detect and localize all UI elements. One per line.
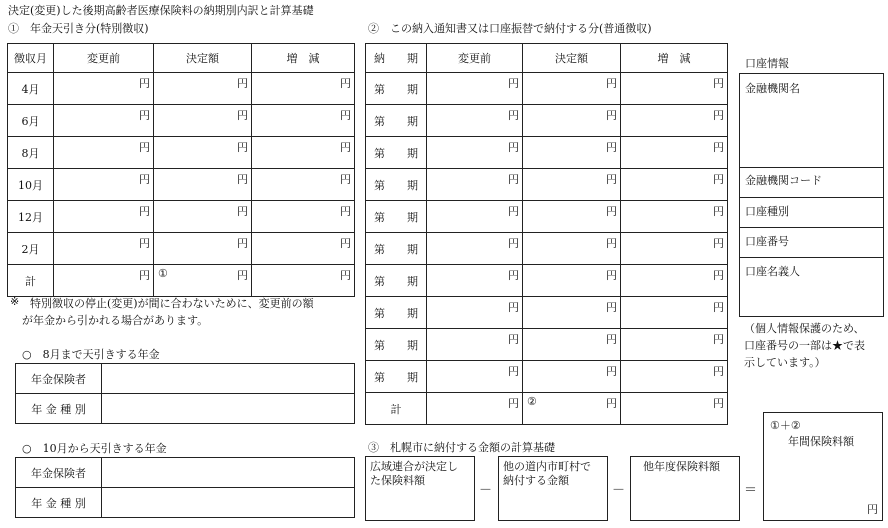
table-row — [366, 329, 728, 361]
circle-one-marker: ① — [158, 267, 168, 280]
divider — [740, 257, 883, 258]
yen-cell: 円 — [427, 361, 523, 393]
divider — [740, 197, 883, 198]
yen-cell: 円 — [154, 105, 252, 137]
yen-cell: 円 — [427, 233, 523, 265]
pension-insurer-label: 年金保険者 — [16, 364, 102, 394]
bank-code-label: 金融機関コード — [745, 174, 822, 187]
calc-text-line: 広域連合が決定し — [370, 460, 458, 473]
yen-cell: 円 — [621, 105, 728, 137]
yen-cell: 円 — [621, 393, 728, 425]
yen-cell: 円 — [252, 233, 355, 265]
month-label: 12月 — [8, 201, 54, 233]
calc-box-other-year — [630, 456, 740, 521]
table-row — [8, 105, 355, 137]
total-row — [8, 265, 355, 297]
account-note-line: （個人情報保護のため、 — [744, 322, 865, 335]
total-decided-cell — [523, 393, 621, 425]
yen-cell: 円 — [154, 73, 252, 105]
yen-cell: 円 — [427, 73, 523, 105]
yen-cell: 円 — [621, 73, 728, 105]
yen-cell: 円 — [523, 233, 621, 265]
bank-name-label: 金融機関名 — [745, 82, 800, 95]
note-line-2: が年金から引かれる場合があります。 — [22, 314, 209, 327]
pension-type-value — [102, 488, 355, 518]
table-row — [366, 201, 728, 233]
yen-cell: 円 — [252, 265, 355, 297]
annual-label: 年間保険料額 — [788, 435, 854, 448]
yen-cell: 円 — [523, 361, 621, 393]
yen-cell: 円 — [54, 201, 154, 233]
left-section-heading: ① 年金天引き分(特別徴収) — [8, 22, 149, 35]
term-label: 第 期 — [366, 201, 427, 233]
yen-cell: 円 — [427, 265, 523, 297]
term-label: 第 期 — [366, 137, 427, 169]
minus-sign: － — [612, 483, 626, 498]
yen-cell: 円 — [427, 297, 523, 329]
calc-text-line: 他の道内市町村で — [503, 460, 591, 473]
account-info-box — [739, 73, 884, 317]
yen-cell: 円 — [154, 233, 252, 265]
col-header-term: 納 期 — [366, 44, 427, 73]
normal-collection-table — [365, 43, 728, 425]
yen-cell: 円 — [252, 73, 355, 105]
pension-type-value — [102, 394, 355, 424]
yen-cell: 円 — [427, 329, 523, 361]
table-row — [8, 73, 355, 105]
term-label: 第 期 — [366, 169, 427, 201]
yen-cell: 円 — [427, 393, 523, 425]
term-label: 第 期 — [366, 73, 427, 105]
yen-cell: 円 — [427, 105, 523, 137]
table-row — [8, 201, 355, 233]
account-note-line: 口座番号の一部は★で表 — [744, 339, 865, 352]
total-row — [366, 393, 728, 425]
table-row — [8, 137, 355, 169]
yen-cell: 円 — [154, 137, 252, 169]
table-row — [8, 233, 355, 265]
middle-section-heading: ② この納入通知書又は口座振替で納付する分(普通徴収) — [368, 22, 652, 35]
month-label: 8月 — [8, 137, 54, 169]
term-label: 第 期 — [366, 329, 427, 361]
pension-aug-heading: ○ 8月まで天引きする年金 — [22, 348, 160, 361]
pension-oct-heading: ○ 10月から天引きする年金 — [22, 442, 167, 455]
yen-cell: 円 — [252, 169, 355, 201]
table-row — [366, 105, 728, 137]
col-header-before: 変更前 — [54, 44, 154, 73]
total-label: 計 — [366, 393, 427, 425]
pension-type-label: 年 金 種 別 — [16, 488, 102, 518]
table-row — [366, 233, 728, 265]
col-header-diff: 増 減 — [252, 44, 355, 73]
col-header-before: 変更前 — [427, 44, 523, 73]
equals-sign: ＝ — [744, 483, 758, 498]
calc-heading: ③ 札幌市に納付する金額の計算基礎 — [368, 441, 555, 454]
total-label: 計 — [8, 265, 54, 297]
yen-cell: 円 — [523, 169, 621, 201]
col-header-decided: 決定額 — [523, 44, 621, 73]
calc-box-decided — [365, 456, 475, 521]
col-header-decided: 決定額 — [154, 44, 252, 73]
minus-sign: － — [479, 483, 493, 498]
pension-insurer-label: 年金保険者 — [16, 458, 102, 488]
col-header-diff: 増 減 — [621, 44, 728, 73]
pension-insurer-value — [102, 458, 355, 488]
calc-text-line: 納付する金額 — [503, 474, 569, 487]
calc-box-annual — [763, 412, 883, 521]
month-label: 2月 — [8, 233, 54, 265]
term-label: 第 期 — [366, 265, 427, 297]
yen-cell: 円 — [54, 169, 154, 201]
yen-cell: 円 — [621, 137, 728, 169]
page-title: 決定(変更)した後期高齢者医療保険料の納期別内訳と計算基礎 — [8, 4, 314, 17]
yen-cell: 円 — [154, 169, 252, 201]
account-heading: 口座情報 — [745, 57, 789, 70]
account-note-line: 示しています。） — [744, 356, 826, 369]
yen-cell: 円 — [54, 233, 154, 265]
pension-type-label: 年 金 種 別 — [16, 394, 102, 424]
annual-formula: ①＋② — [770, 419, 801, 432]
yen-cell: 円 — [427, 169, 523, 201]
yen-cell: 円 — [54, 105, 154, 137]
yen-cell: 円 — [252, 105, 355, 137]
month-label: 10月 — [8, 169, 54, 201]
calc-box-other-year-text: 他年度保険料額 — [643, 460, 720, 473]
yen-cell: 円 — [621, 169, 728, 201]
table-row — [366, 297, 728, 329]
table-row — [366, 265, 728, 297]
yen-cell: 円 — [621, 361, 728, 393]
account-type-label: 口座種別 — [745, 205, 789, 218]
special-collection-table — [7, 43, 355, 297]
yen-cell: 円 — [621, 265, 728, 297]
yen-cell: 円 — [606, 397, 617, 410]
account-holder-label: 口座名義人 — [745, 265, 800, 278]
yen-cell: 円 — [54, 137, 154, 169]
annual-yen: 円 — [867, 503, 878, 516]
yen-cell: 円 — [523, 265, 621, 297]
yen-cell: 円 — [523, 297, 621, 329]
yen-cell: 円 — [523, 73, 621, 105]
yen-cell: 円 — [154, 201, 252, 233]
table-row — [366, 137, 728, 169]
yen-cell: 円 — [237, 269, 248, 282]
note-mark: ※ — [10, 295, 20, 308]
term-label: 第 期 — [366, 297, 427, 329]
term-label: 第 期 — [366, 105, 427, 137]
term-label: 第 期 — [366, 233, 427, 265]
note-line-1: 特別徴収の停止(変更)が間に合わないために、変更前の額 — [30, 297, 314, 310]
calc-text-line: た保険料額 — [370, 474, 425, 487]
table-row — [366, 361, 728, 393]
yen-cell: 円 — [621, 297, 728, 329]
account-note — [744, 320, 865, 371]
month-label: 6月 — [8, 105, 54, 137]
calc-box-other-muni — [498, 456, 608, 521]
table-row — [366, 169, 728, 201]
account-number-label: 口座番号 — [745, 235, 789, 248]
col-header-month: 徴収月 — [8, 44, 54, 73]
table-row — [366, 73, 728, 105]
pension-oct-table — [15, 457, 355, 518]
yen-cell: 円 — [621, 201, 728, 233]
yen-cell: 円 — [621, 329, 728, 361]
yen-cell: 円 — [54, 73, 154, 105]
yen-cell: 円 — [523, 137, 621, 169]
yen-cell: 円 — [54, 265, 154, 297]
pension-aug-table — [15, 363, 355, 424]
month-label: 4月 — [8, 73, 54, 105]
yen-cell: 円 — [427, 201, 523, 233]
pension-insurer-value — [102, 364, 355, 394]
circle-two-marker: ② — [527, 395, 537, 408]
yen-cell: 円 — [252, 137, 355, 169]
yen-cell: 円 — [427, 137, 523, 169]
divider — [740, 167, 883, 168]
divider — [740, 227, 883, 228]
calc-box-other-muni-text — [503, 460, 591, 488]
yen-cell: 円 — [621, 233, 728, 265]
yen-cell: 円 — [523, 201, 621, 233]
table-row — [8, 169, 355, 201]
yen-cell: 円 — [252, 201, 355, 233]
calc-box-decided-text — [370, 460, 458, 488]
yen-cell: 円 — [523, 329, 621, 361]
total-decided-cell — [154, 265, 252, 297]
yen-cell: 円 — [523, 105, 621, 137]
term-label: 第 期 — [366, 361, 427, 393]
